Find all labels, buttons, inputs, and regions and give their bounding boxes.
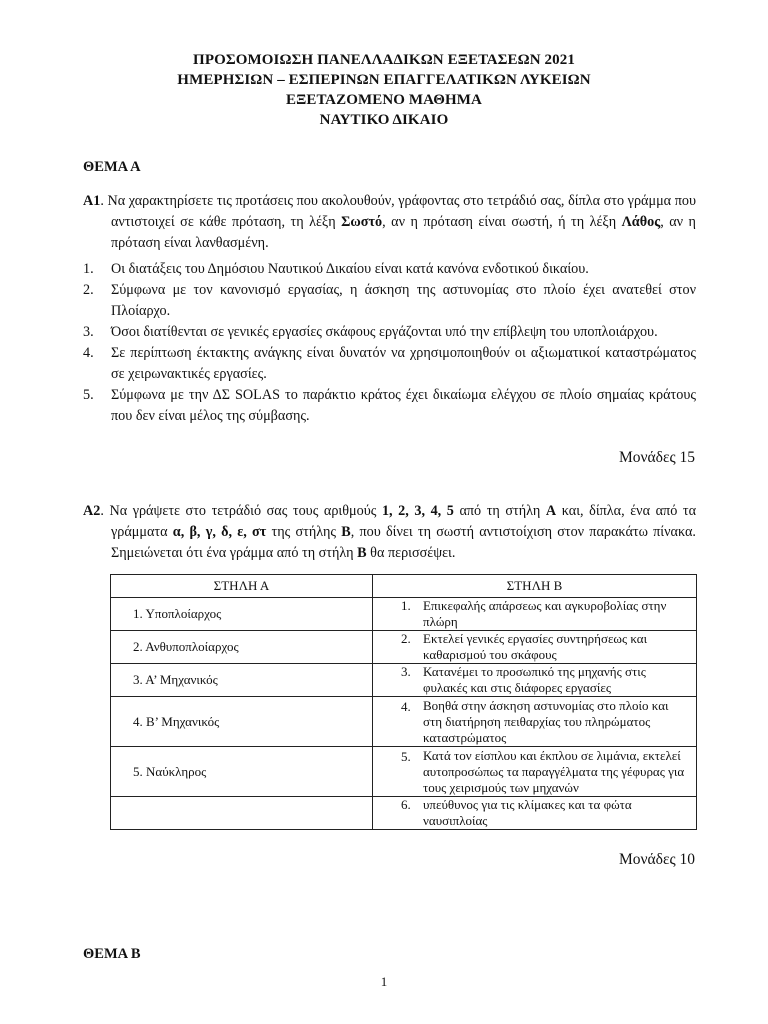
a1-text-pre: . Να χαρακτηρίσετε τις προτάσεις που ακολουθούν, γράφοντας στο τετράδιό σας, δίπλα στο γράμμα που αντιστοιχεί σε κάθε πρόταση, τη λέξη: [100, 193, 696, 230]
table-row: [111, 797, 697, 830]
a1-text-mid: , αν η πρόταση είναι σωστή, ή τη λέξη: [382, 214, 622, 230]
a2-text-post: θα περισσέψει.: [366, 545, 456, 561]
column-b-cell: [373, 747, 697, 797]
list-item: [83, 322, 696, 343]
header-line-2: ΗΜΕΡΗΣΙΩΝ – ΕΣΠΕΡΙΝΩΝ ΕΠΑΓΓΕΛΑΤΙΚΩΝ ΛΥΚΕΙΩΝ: [177, 72, 591, 88]
a2-text-pre: . Να γράψετε στο τετράδιό σας τους αριθμούς: [100, 503, 382, 519]
item-text: Όσοι διατίθενται σε γενικές εργασίες σκάφους εργάζονται υπό την επίβλεψη του υποπλοιάρχου.: [111, 324, 658, 340]
section-title-a: ΘΕΜΑ Α: [83, 159, 141, 175]
column-b-text: Βοηθά στην άσκηση αστυνομίας στο πλοίο και στη διατήρηση πειθαρχίας του πληρώματος καταστρώματος: [423, 697, 669, 745]
column-a-cell: 3. Α’ Μηχανικός: [111, 664, 373, 697]
header-line-4: ΝΑΥΤΙΚΟ ΔΙΚΑΙΟ: [319, 112, 449, 128]
marks-a1: Μονάδες 15: [619, 449, 695, 466]
question-a2-label: Α2: [83, 503, 101, 519]
column-b-text: Επικεφαλής απάρσεως και αγκυροβολίας στην πλώρη: [423, 598, 667, 629]
a2-text-mid4: , που δίνει τη σωστή αντιστοίχιση στον παρακάτω πίνακα. Σημειώνεται ότι ένα γράμμα από τη στήλη: [111, 524, 696, 561]
column-b-cell: [373, 598, 697, 631]
list-item: [83, 259, 696, 280]
section-title-b: ΘΕΜΑ Β: [83, 946, 141, 962]
word-correct: Σωστό: [341, 214, 383, 230]
item-number: 2.: [83, 282, 94, 298]
a2-text-mid1: από τη στήλη: [453, 503, 546, 519]
item-number: 4.: [83, 345, 94, 361]
a1-text-post: , αν η πρόταση είναι λανθασμένη.: [111, 214, 696, 251]
a2-column-b-2: Β: [357, 545, 367, 561]
column-b-text: υπεύθυνος για τις κλίμακες και τα φώτα ναυσιπλοίας: [423, 797, 632, 828]
question-a1-label: Α1: [83, 193, 101, 209]
a2-numbers: 1, 2, 3, 4, 5: [381, 503, 454, 519]
column-b-cell: [373, 664, 697, 697]
a2-text-mid3: της στήλης: [266, 524, 342, 540]
column-b-number: 5.: [401, 749, 411, 764]
a2-column-a: Α: [545, 503, 557, 519]
column-a-cell: 4. Β’ Μηχανικός: [111, 697, 373, 747]
table-row: [111, 664, 697, 697]
word-wrong: Λάθος: [621, 214, 661, 230]
question-a1-list: [83, 259, 696, 427]
a2-column-b: Β: [341, 524, 351, 540]
item-number: 5.: [83, 387, 94, 403]
column-b-text: Εκτελεί γενικές εργασίες συντηρήσεως και καθαρισμού του σκάφους: [423, 631, 648, 662]
document-header: [0, 50, 768, 130]
a2-letters: α, β, γ, δ, ε, στ: [172, 524, 267, 540]
item-number: 1.: [83, 261, 94, 277]
column-a-cell: 1. Υποπλοίαρχος: [111, 598, 373, 631]
list-item: [83, 385, 696, 427]
item-text: Σύμφωνα με την ΔΣ SOLAS το παράκτιο κράτος έχει δικαίωμα ελέγχου σε πλοίο σημαίας κράτους που δεν είναι μέλος της σύμβασης.: [111, 387, 696, 424]
column-a-header: ΣΤΗΛΗ Α: [111, 575, 373, 598]
table-header-row: [111, 575, 697, 598]
list-item: [83, 280, 696, 322]
column-b-number: 6.: [401, 797, 411, 812]
marks-a2: Μονάδες 10: [619, 851, 695, 868]
column-b-cell: [373, 631, 697, 664]
table-row: [111, 747, 697, 797]
question-a1-instructions: [83, 191, 696, 254]
item-text: Σε περίπτωση έκτακτης ανάγκης είναι δυνατόν να χρησιμοποιηθούν οι αξιωματικοί καταστρώματος σε χειρωνακτικές εργασίες.: [111, 345, 696, 382]
item-text: Οι διατάξεις του Δημόσιου Ναυτικού Δικαίου είναι κατά κανόνα ενδοτικού δικαίου.: [111, 261, 589, 277]
column-b-number: 4.: [401, 699, 411, 714]
column-b-number: 2.: [401, 631, 411, 646]
list-item: [83, 343, 696, 385]
table-row: [111, 697, 697, 747]
column-a-cell: 5. Ναύκληρος: [111, 747, 373, 797]
page-number: 1: [380, 974, 388, 989]
column-b-cell: [373, 697, 697, 747]
column-b-number: 1.: [401, 598, 411, 613]
column-b-cell: [373, 797, 697, 830]
header-line-3: ΕΞΕΤΑΖΟΜΕΝΟ ΜΑΘΗΜΑ: [286, 92, 482, 108]
item-text: Σύμφωνα με τον κανονισμό εργασίας, η άσκηση της αστυνομίας στο πλοίο έχει ανατεθεί στον Πλοίαρχο.: [111, 282, 696, 319]
matching-table: [110, 574, 697, 830]
column-a-cell: 2. Ανθυποπλοίαρχος: [111, 631, 373, 664]
column-a-cell: [111, 797, 373, 830]
column-b-number: 3.: [401, 664, 411, 679]
question-a2-instructions: [83, 501, 696, 564]
a2-text-mid2: και, δίπλα, ένα από τα γράμματα: [111, 503, 696, 540]
column-b-header: ΣΤΗΛΗ Β: [373, 575, 697, 598]
table-row: [111, 631, 697, 664]
header-line-1: ΠΡΟΣΟΜΟΙΩΣΗ ΠΑΝΕΛΛΑΔΙΚΩΝ ΕΞΕΤΑΣΕΩΝ 2021: [193, 52, 575, 68]
table-row: [111, 598, 697, 631]
column-b-text: Κατανέμει το προσωπικό της μηχανής στις φυλακές και στις διάφορες εργασίες: [423, 664, 646, 695]
column-b-text: Κατά τον είσπλου και έκπλου σε λιμάνια, εκτελεί αυτοπροσώπως τα παραγγέλματα της γέφυρας για τους χειρισμούς των μηχανών: [423, 747, 685, 795]
item-number: 3.: [83, 324, 94, 340]
